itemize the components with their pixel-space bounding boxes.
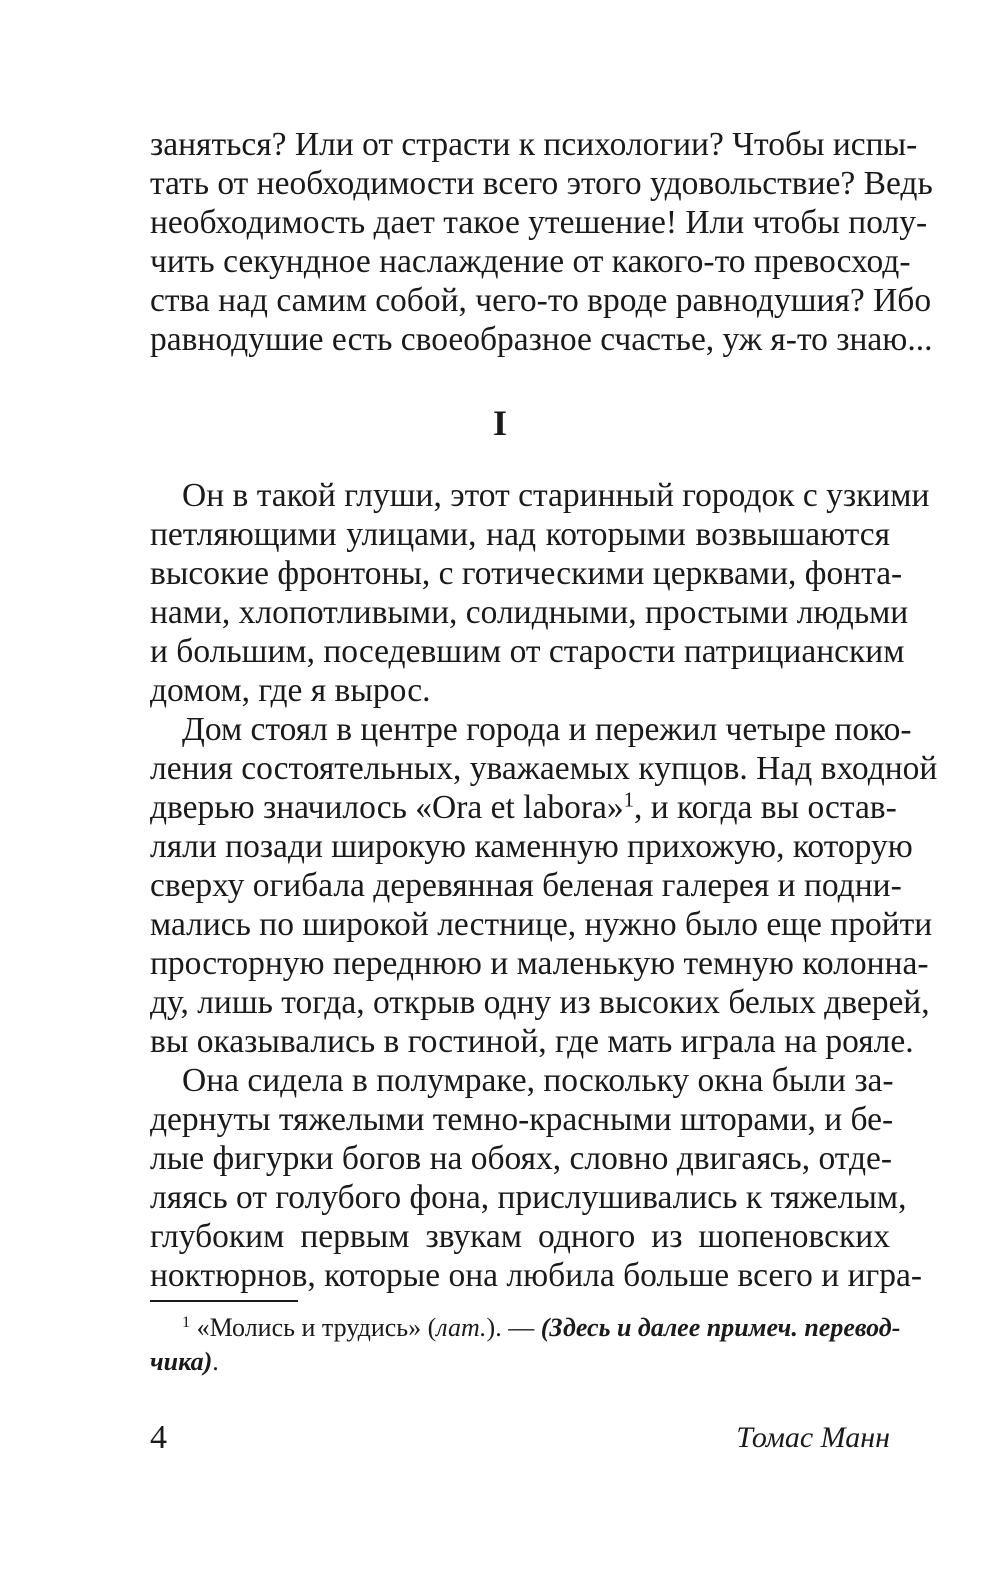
footnote-translator-note: чика) <box>150 1347 213 1376</box>
text-line: Он в такой глуши, этот старинный городок с узкими <box>182 477 930 514</box>
text-line: сверху огибала деревянная беленая галерея и подни- <box>150 867 902 904</box>
text-line: нами, хлопотливыми, солидными, простыми людьми <box>150 594 909 631</box>
text-line: мались по широкой лестнице, нужно было еще пройти <box>150 906 933 943</box>
footnote-line <box>150 1346 890 1378</box>
text-line: петляющими улицами, над которыми возвышаются <box>150 516 890 553</box>
text-line: чить секундное наслаждение от какого-то превосход- <box>150 243 911 280</box>
text-line: лые фигурки богов на обоях, словно двигаясь, отде- <box>150 1140 893 1177</box>
text-line: ду, лишь тогда, открыв одну из высоких белых дверей, <box>150 984 930 1021</box>
footnote-line <box>182 1312 901 1344</box>
footnote-ref: 1 <box>623 788 634 812</box>
text-line: просторную переднюю и маленькую темную колонна- <box>150 945 929 982</box>
text-segment: дверью значилось «Ora et labora» <box>150 789 624 826</box>
page-number: 4 <box>150 1419 167 1456</box>
text-line: тать от необходимости всего этого удовольствие? Ведь <box>150 165 933 202</box>
footnote-lang: лат. <box>436 1313 487 1342</box>
text-line: высокие фронтоны, с готическими церквами, фонта- <box>150 555 903 592</box>
text-line: дернуты тяжелыми темно-красными шторами, и бе- <box>150 1101 894 1138</box>
footnote-mark: 1 <box>182 1314 191 1332</box>
footnote-text: . <box>212 1347 219 1376</box>
text-line: домом, где я вырос. <box>150 672 431 709</box>
running-author: Томас Манн <box>736 1421 890 1454</box>
text-line: заняться? Или от страсти к психологии? Чтобы испы- <box>150 126 918 163</box>
text-line <box>150 788 897 827</box>
text-segment: , и когда вы остав- <box>634 789 897 826</box>
footnote-text: «Молись и трудись» ( <box>190 1313 437 1342</box>
text-line: необходимость дает такое утешение! Или чтобы полу- <box>150 204 928 241</box>
footnote-text: ). — <box>486 1313 541 1342</box>
text-line: и большим, поседевшим от старости патрицианским <box>150 633 905 670</box>
text-line: равнодушие есть своеобразное счастье, уж я-то знаю... <box>150 321 933 358</box>
text-line: вы оказывались в гостиной, где мать играла на рояле. <box>150 1023 914 1060</box>
footnote-translator-note: (Здесь и далее примеч. перевод- <box>540 1313 901 1342</box>
text-line: ляли позади широкую каменную прихожую, которую <box>150 828 913 865</box>
text-line: ноктюрнов, которые она любила больше всего и игра- <box>150 1257 923 1294</box>
text-line: ления состоятельных, уважаемых купцов. Над входной <box>150 750 938 787</box>
text-line: ляясь от голубого фона, прислушивались к тяжелым, <box>150 1179 907 1216</box>
text-line: глубоким первым звукам одного из шопеновских <box>150 1218 890 1255</box>
text-line: ства над самим собой, чего-то вроде равнодушия? Ибо <box>150 282 932 319</box>
text-line: Она сидела в полумраке, поскольку окна были за- <box>182 1062 894 1099</box>
chapter-heading: I <box>492 403 507 443</box>
text-line: Дом стоял в центре города и пережил четыре поко- <box>182 711 912 748</box>
footnote-rule <box>150 1300 298 1302</box>
